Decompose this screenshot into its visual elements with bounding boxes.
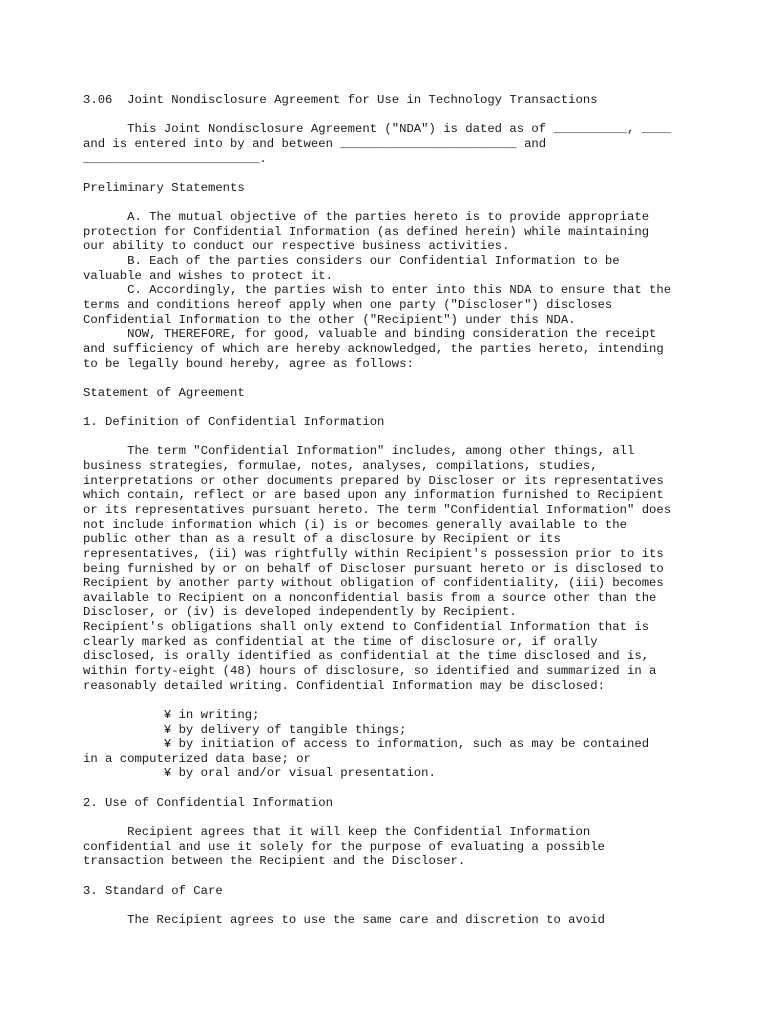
document-line: interpretations or other documents prepared by Discloser or its representatives xyxy=(83,473,664,488)
document-line: Confidential Information to the other ("Recipient") under this NDA. xyxy=(83,312,576,327)
document-line: business strategies, formulae, notes, analyses, compilations, studies, xyxy=(83,459,598,474)
document-line: and sufficiency of which are hereby acknowledged, the parties hereto, intending xyxy=(83,341,664,356)
document-line: The Recipient agrees to use the same care and discretion to avoid xyxy=(83,912,605,927)
document-line xyxy=(83,810,671,825)
agreement-text xyxy=(83,93,671,928)
document-line: available to Recipient on a nonconfidential basis from a source other than the xyxy=(83,590,657,605)
document-line: our ability to conduct our respective business activities. xyxy=(83,239,510,254)
document-line xyxy=(83,869,671,884)
document-line xyxy=(83,166,671,181)
document-line: valuable and wishes to protect it. xyxy=(83,268,333,283)
document-line: A. The mutual objective of the parties hereto is to provide appropriate xyxy=(83,210,650,225)
document-line: and is entered into by and between ________________________ and xyxy=(83,136,547,151)
document-line: terms and conditions hereof apply when one party ("Discloser") discloses xyxy=(83,297,613,312)
document-line: The term "Confidential Information" includes, among other things, all xyxy=(83,444,635,459)
document-line: ¥ in writing; xyxy=(83,707,260,722)
document-line: within forty-eight (48) hours of disclosure, so identified and summarized in a xyxy=(83,663,657,678)
document-line: ________________________. xyxy=(83,151,267,166)
document-line: in a computerized data base; or xyxy=(83,751,311,766)
document-line: 3.06 Joint Nondisclosure Agreement for Use in Technology Transactions xyxy=(83,93,598,107)
document-line xyxy=(83,108,671,123)
document-line: C. Accordingly, the parties wish to enter into this NDA to ensure that the xyxy=(83,283,672,298)
document-line: public other than as a result of a disclosure by Recipient or its xyxy=(83,532,561,547)
document-line: 1. Definition of Confidential Information xyxy=(83,415,385,430)
document-line: 3. Standard of Care xyxy=(83,883,223,898)
document-line: reasonably detailed writing. Confidential Information may be disclosed: xyxy=(83,678,605,693)
document-line xyxy=(83,898,671,913)
document-line: transaction between the Recipient and the Discloser. xyxy=(83,854,466,869)
document-line xyxy=(83,693,671,708)
document-line: B. Each of the parties considers our Confidential Information to be xyxy=(83,254,620,269)
document-line: representatives, (ii) was rightfully within Recipient's possession prior to its xyxy=(83,546,664,561)
document-line: clearly marked as confidential at the time of disclosure or, if orally xyxy=(83,634,598,649)
document-line: protection for Confidential Information (as defined herein) while maintaining xyxy=(83,224,650,239)
document-line: ¥ by oral and/or visual presentation. xyxy=(83,766,436,781)
document-line: which contain, reflect or are based upon any information furnished to Recipient xyxy=(83,488,664,503)
document-line: confidential and use it solely for the purpose of evaluating a possible xyxy=(83,839,605,854)
document-line: ¥ by delivery of tangible things; xyxy=(83,722,407,737)
document-line xyxy=(83,430,671,445)
document-line xyxy=(83,781,671,796)
document-line xyxy=(83,371,671,386)
document-line xyxy=(83,400,671,415)
document-line: being furnished by or on behalf of Discloser pursuant hereto or is disclosed to xyxy=(83,561,664,576)
document-line: NOW, THEREFORE, for good, valuable and binding consideration the receipt xyxy=(83,327,657,342)
document-line: This Joint Nondisclosure Agreement ("NDA") is dated as of __________, ____ xyxy=(83,122,672,137)
document-line: Statement of Agreement xyxy=(83,385,245,400)
document-line: to be legally bound hereby, agree as follows: xyxy=(83,356,414,371)
document-line: Recipient agrees that it will keep the Confidential Information xyxy=(83,825,591,840)
document-line: disclosed, is orally identified as confidential at the time disclosed and is, xyxy=(83,649,650,664)
document-line: 2. Use of Confidential Information xyxy=(83,795,333,810)
document-line xyxy=(83,195,671,210)
document-line: or its representatives pursuant hereto. The term "Confidential Information" does xyxy=(83,502,672,517)
document-line: not include information which (i) is or becomes generally available to the xyxy=(83,517,627,532)
document-line: Discloser, or (iv) is developed independently by Recipient. xyxy=(83,605,517,620)
document-line: ¥ by initiation of access to information, such as may be contained xyxy=(83,737,650,752)
document-line: Preliminary Statements xyxy=(83,180,245,195)
document-line: Recipient's obligations shall only extend to Confidential Information that is xyxy=(83,620,650,635)
document-line: Recipient by another party without obligation of confidentiality, (iii) becomes xyxy=(83,576,664,591)
